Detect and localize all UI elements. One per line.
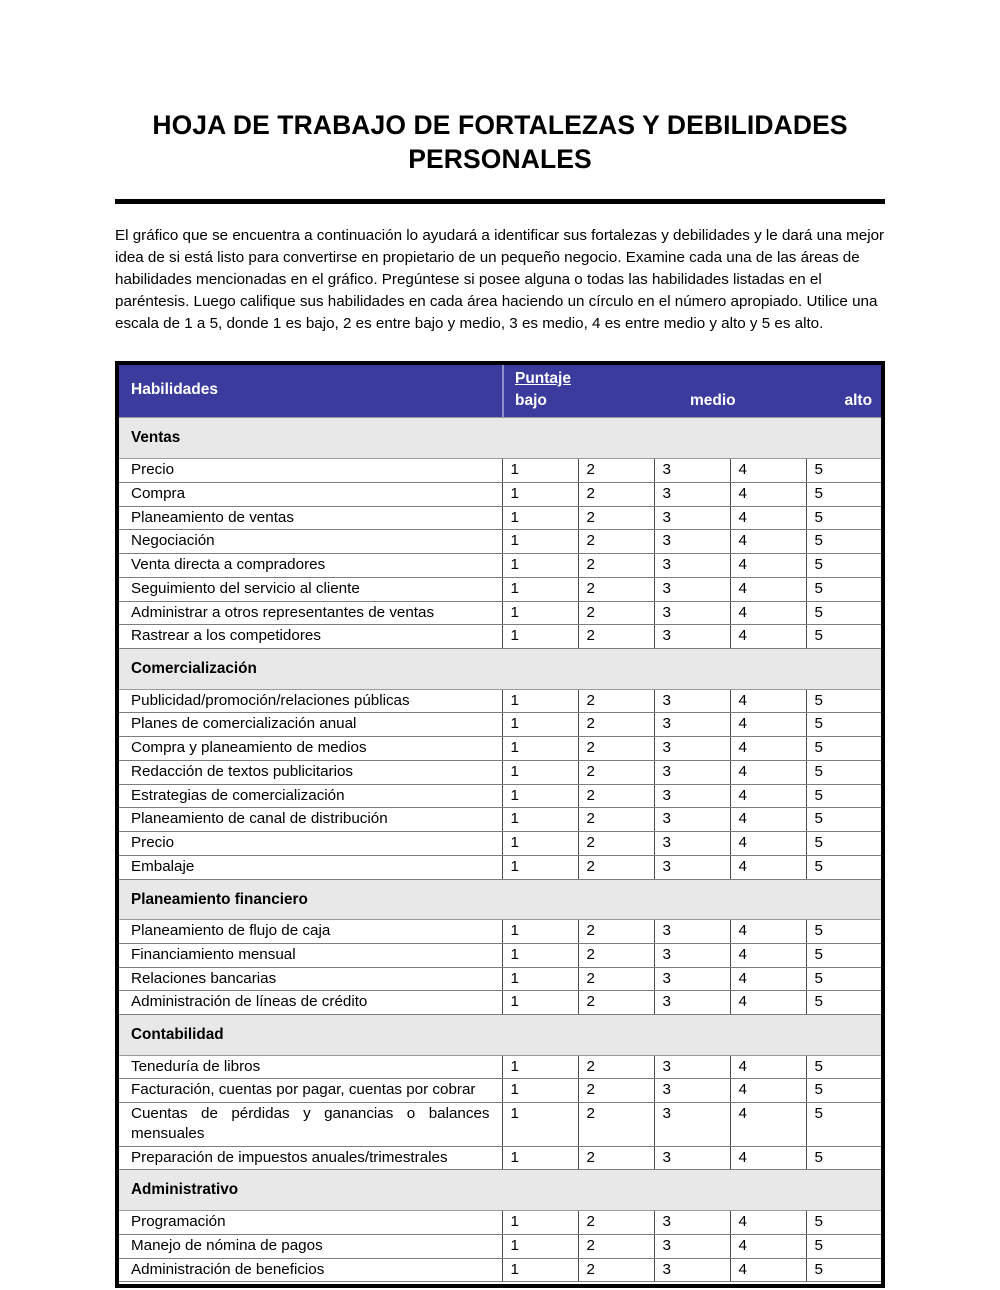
table-row xyxy=(119,689,881,713)
rating-option-2[interactable]: 2 xyxy=(578,482,654,506)
rating-option-2[interactable]: 2 xyxy=(578,1055,654,1079)
table-row xyxy=(119,554,881,578)
table-row xyxy=(119,760,881,784)
rating-option-3[interactable]: 3 xyxy=(654,991,730,1015)
rating-option-4[interactable]: 4 xyxy=(730,625,806,649)
rating-option-5[interactable]: 5 xyxy=(806,808,881,832)
rating-option-2[interactable]: 2 xyxy=(578,506,654,530)
rating-option-2[interactable]: 2 xyxy=(578,967,654,991)
rating-option-4[interactable]: 4 xyxy=(730,855,806,879)
rating-option-1[interactable]: 1 xyxy=(502,577,578,601)
header-cell-score xyxy=(502,365,881,418)
rating-option-1[interactable]: 1 xyxy=(502,689,578,713)
table-header-row xyxy=(119,365,881,418)
section-title: Comercialización xyxy=(119,649,881,690)
rating-option-1[interactable]: 1 xyxy=(502,713,578,737)
rating-option-2[interactable]: 2 xyxy=(578,577,654,601)
rating-option-3[interactable]: 3 xyxy=(654,832,730,856)
skill-label: Redacción de textos publicitarios xyxy=(119,760,502,784)
skill-label: Financiamiento mensual xyxy=(119,943,502,967)
rating-option-4[interactable]: 4 xyxy=(730,1234,806,1258)
rating-option-3[interactable]: 3 xyxy=(654,1103,730,1147)
rating-option-5[interactable]: 5 xyxy=(806,784,881,808)
rating-option-5[interactable]: 5 xyxy=(806,1258,881,1282)
rating-option-5[interactable]: 5 xyxy=(806,1146,881,1170)
rating-option-1[interactable]: 1 xyxy=(502,737,578,761)
skill-label: Planeamiento de flujo de caja xyxy=(119,920,502,944)
rating-option-1[interactable]: 1 xyxy=(502,601,578,625)
rating-option-4[interactable]: 4 xyxy=(730,943,806,967)
rating-option-1[interactable]: 1 xyxy=(502,967,578,991)
rating-option-5[interactable]: 5 xyxy=(806,920,881,944)
header-skills-label: Habilidades xyxy=(131,381,218,399)
section-header-row xyxy=(119,649,881,690)
table-row xyxy=(119,920,881,944)
skill-label: Estrategias de comercialización xyxy=(119,784,502,808)
rating-option-2[interactable]: 2 xyxy=(578,737,654,761)
rating-option-3[interactable]: 3 xyxy=(654,1079,730,1103)
rating-option-4[interactable]: 4 xyxy=(730,459,806,483)
skill-label: Programación xyxy=(119,1211,502,1235)
rating-option-5[interactable]: 5 xyxy=(806,832,881,856)
rating-option-4[interactable]: 4 xyxy=(730,1103,806,1147)
rating-option-2[interactable]: 2 xyxy=(578,1146,654,1170)
section-title: Contabilidad xyxy=(119,1015,881,1056)
rating-option-3[interactable]: 3 xyxy=(654,967,730,991)
table-row xyxy=(119,943,881,967)
skill-label: Precio xyxy=(119,832,502,856)
rating-option-3[interactable]: 3 xyxy=(654,855,730,879)
rating-option-4[interactable]: 4 xyxy=(730,967,806,991)
rating-option-2[interactable]: 2 xyxy=(578,713,654,737)
table-bottom-spacer-cell xyxy=(119,1282,881,1285)
rating-option-1[interactable]: 1 xyxy=(502,554,578,578)
rating-option-5[interactable]: 5 xyxy=(806,459,881,483)
section-header-row xyxy=(119,1015,881,1056)
table-row xyxy=(119,808,881,832)
rating-option-2[interactable]: 2 xyxy=(578,625,654,649)
rating-option-5[interactable]: 5 xyxy=(806,991,881,1015)
table-row xyxy=(119,1079,881,1103)
rating-option-3[interactable]: 3 xyxy=(654,1211,730,1235)
table-row xyxy=(119,1146,881,1170)
table-row xyxy=(119,967,881,991)
intro-paragraph: El gráfico que se encuentra a continuación lo ayudará a identificar sus fortalezas y debilidades y le dará una mejor idea de si está listo para convertirse en propietario de un pequeño negocio. Examine cada una de las áreas de habilidades mencionadas en el gráfico. Pregúntese si posee alguna o todas las habilidades listadas en el paréntesis. Luego califique sus habilidades en cada área haciendo un círculo en el número apropiado. Utilice una escala de 1 a 5, donde 1 es bajo, 2 es entre bajo y medio, 3 es medio, 4 es entre medio y alto y 5 es alto. xyxy=(115,226,885,333)
section-title: Planeamiento financiero xyxy=(119,879,881,920)
rating-option-2[interactable]: 2 xyxy=(578,554,654,578)
rating-option-4[interactable]: 4 xyxy=(730,506,806,530)
rating-option-5[interactable]: 5 xyxy=(806,689,881,713)
rating-option-1[interactable]: 1 xyxy=(502,1103,578,1147)
rating-option-4[interactable]: 4 xyxy=(730,832,806,856)
skill-label: Compra xyxy=(119,482,502,506)
header-score-label: Puntaje xyxy=(515,370,571,388)
rating-option-3[interactable]: 3 xyxy=(654,1055,730,1079)
rating-option-3[interactable]: 3 xyxy=(654,530,730,554)
table-row xyxy=(119,625,881,649)
skill-label: Precio xyxy=(119,459,502,483)
table-row xyxy=(119,601,881,625)
skill-label: Publicidad/promoción/relaciones públicas xyxy=(119,689,502,713)
rating-option-3[interactable]: 3 xyxy=(654,1234,730,1258)
skill-label: Compra y planeamiento de medios xyxy=(119,737,502,761)
skill-label: Facturación, cuentas por pagar, cuentas por cobrar xyxy=(119,1079,502,1103)
rating-option-4[interactable]: 4 xyxy=(730,1055,806,1079)
rating-option-1[interactable]: 1 xyxy=(502,506,578,530)
rating-option-2[interactable]: 2 xyxy=(578,920,654,944)
table-row xyxy=(119,784,881,808)
rating-option-3[interactable]: 3 xyxy=(654,760,730,784)
table-row xyxy=(119,855,881,879)
skill-label: Embalaje xyxy=(119,855,502,879)
rating-option-2[interactable]: 2 xyxy=(578,1103,654,1147)
skill-label: Planes de comercialización anual xyxy=(119,713,502,737)
rating-option-3[interactable]: 3 xyxy=(654,459,730,483)
rating-option-1[interactable]: 1 xyxy=(502,760,578,784)
rating-option-1[interactable]: 1 xyxy=(502,625,578,649)
skill-label: Negociación xyxy=(119,530,502,554)
rating-option-2[interactable]: 2 xyxy=(578,601,654,625)
table-row xyxy=(119,713,881,737)
skill-label: Manejo de nómina de pagos xyxy=(119,1234,502,1258)
rating-option-4[interactable]: 4 xyxy=(730,808,806,832)
rating-option-2[interactable]: 2 xyxy=(578,832,654,856)
rating-option-3[interactable]: 3 xyxy=(654,482,730,506)
rating-option-3[interactable]: 3 xyxy=(654,737,730,761)
rating-option-5[interactable]: 5 xyxy=(806,1211,881,1235)
rating-option-3[interactable]: 3 xyxy=(654,689,730,713)
rating-option-4[interactable]: 4 xyxy=(730,920,806,944)
section-title: Administrativo xyxy=(119,1170,881,1211)
rating-option-3[interactable]: 3 xyxy=(654,1258,730,1282)
rating-option-5[interactable]: 5 xyxy=(806,506,881,530)
rating-option-3[interactable]: 3 xyxy=(654,808,730,832)
rating-option-4[interactable]: 4 xyxy=(730,737,806,761)
rating-option-5[interactable]: 5 xyxy=(806,1079,881,1103)
rating-option-2[interactable]: 2 xyxy=(578,1234,654,1258)
skill-label: Planeamiento de canal de distribución xyxy=(119,808,502,832)
header-low-label: bajo xyxy=(515,392,547,410)
header-score-block xyxy=(502,365,881,417)
rating-option-2[interactable]: 2 xyxy=(578,855,654,879)
rating-option-5[interactable]: 5 xyxy=(806,855,881,879)
rating-option-5[interactable]: 5 xyxy=(806,601,881,625)
table-row xyxy=(119,1055,881,1079)
rating-option-3[interactable]: 3 xyxy=(654,506,730,530)
rating-option-2[interactable]: 2 xyxy=(578,808,654,832)
rating-option-4[interactable]: 4 xyxy=(730,784,806,808)
rating-option-2[interactable]: 2 xyxy=(578,760,654,784)
rating-option-1[interactable]: 1 xyxy=(502,1234,578,1258)
table-row xyxy=(119,991,881,1015)
rating-option-2[interactable]: 2 xyxy=(578,943,654,967)
rating-option-5[interactable]: 5 xyxy=(806,713,881,737)
rating-option-1[interactable]: 1 xyxy=(502,530,578,554)
rating-option-1[interactable]: 1 xyxy=(502,991,578,1015)
table-row xyxy=(119,737,881,761)
table-row xyxy=(119,1258,881,1282)
table-bottom-spacer xyxy=(119,1282,881,1285)
skills-table-container xyxy=(115,361,885,1288)
section-header-row xyxy=(119,1170,881,1211)
rating-option-5[interactable]: 5 xyxy=(806,1055,881,1079)
table-row xyxy=(119,1103,881,1147)
skill-label: Relaciones bancarias xyxy=(119,967,502,991)
skill-label: Cuentas de pérdidas y ganancias o balances mensuales xyxy=(119,1103,502,1147)
table-row xyxy=(119,506,881,530)
skills-rating-table xyxy=(119,365,881,1284)
rating-option-3[interactable]: 3 xyxy=(654,920,730,944)
skill-label: Preparación de impuestos anuales/trimestrales xyxy=(119,1146,502,1170)
rating-option-2[interactable]: 2 xyxy=(578,784,654,808)
rating-option-4[interactable]: 4 xyxy=(730,1079,806,1103)
table-row xyxy=(119,832,881,856)
skill-label: Planeamiento de ventas xyxy=(119,506,502,530)
rating-option-1[interactable]: 1 xyxy=(502,943,578,967)
table-row xyxy=(119,482,881,506)
rating-option-2[interactable]: 2 xyxy=(578,1258,654,1282)
table-row xyxy=(119,459,881,483)
section-header-row xyxy=(119,418,881,459)
section-header-row xyxy=(119,879,881,920)
table-row xyxy=(119,1211,881,1235)
rating-option-2[interactable]: 2 xyxy=(578,689,654,713)
rating-option-3[interactable]: 3 xyxy=(654,713,730,737)
rating-option-3[interactable]: 3 xyxy=(654,601,730,625)
rating-option-3[interactable]: 3 xyxy=(654,577,730,601)
rating-option-2[interactable]: 2 xyxy=(578,1079,654,1103)
rating-option-5[interactable]: 5 xyxy=(806,943,881,967)
rating-option-4[interactable]: 4 xyxy=(730,554,806,578)
rating-option-4[interactable]: 4 xyxy=(730,1211,806,1235)
rating-option-4[interactable]: 4 xyxy=(730,689,806,713)
rating-option-1[interactable]: 1 xyxy=(502,1055,578,1079)
rating-option-4[interactable]: 4 xyxy=(730,1258,806,1282)
rating-option-5[interactable]: 5 xyxy=(806,554,881,578)
rating-option-1[interactable]: 1 xyxy=(502,1146,578,1170)
rating-option-5[interactable]: 5 xyxy=(806,625,881,649)
rating-option-2[interactable]: 2 xyxy=(578,1211,654,1235)
rating-option-3[interactable]: 3 xyxy=(654,943,730,967)
section-title: Ventas xyxy=(119,418,881,459)
rating-option-5[interactable]: 5 xyxy=(806,530,881,554)
rating-option-4[interactable]: 4 xyxy=(730,530,806,554)
rating-option-5[interactable]: 5 xyxy=(806,1103,881,1147)
rating-option-1[interactable]: 1 xyxy=(502,482,578,506)
rating-option-3[interactable]: 3 xyxy=(654,1146,730,1170)
rating-option-1[interactable]: 1 xyxy=(502,1258,578,1282)
rating-option-3[interactable]: 3 xyxy=(654,625,730,649)
skill-label: Venta directa a compradores xyxy=(119,554,502,578)
rating-option-2[interactable]: 2 xyxy=(578,991,654,1015)
rating-option-5[interactable]: 5 xyxy=(806,1234,881,1258)
rating-option-5[interactable]: 5 xyxy=(806,760,881,784)
skill-label: Administrar a otros representantes de ventas xyxy=(119,601,502,625)
rating-option-4[interactable]: 4 xyxy=(730,1146,806,1170)
rating-option-2[interactable]: 2 xyxy=(578,530,654,554)
rating-option-5[interactable]: 5 xyxy=(806,482,881,506)
rating-option-4[interactable]: 4 xyxy=(730,482,806,506)
rating-option-3[interactable]: 3 xyxy=(654,554,730,578)
header-high-label: alto xyxy=(844,392,873,410)
rating-option-4[interactable]: 4 xyxy=(730,713,806,737)
document-content xyxy=(115,0,885,1288)
rating-option-4[interactable]: 4 xyxy=(730,577,806,601)
rating-option-3[interactable]: 3 xyxy=(654,784,730,808)
table-row xyxy=(119,530,881,554)
skill-label: Rastrear a los competidores xyxy=(119,625,502,649)
rating-option-1[interactable]: 1 xyxy=(502,784,578,808)
skill-label: Administración de beneficios xyxy=(119,1258,502,1282)
header-mid-label: medio xyxy=(690,392,736,410)
rating-option-1[interactable]: 1 xyxy=(502,832,578,856)
rating-option-2[interactable]: 2 xyxy=(578,459,654,483)
skill-label: Administración de líneas de crédito xyxy=(119,991,502,1015)
table-row xyxy=(119,1234,881,1258)
skill-label: Teneduría de libros xyxy=(119,1055,502,1079)
skill-label: Seguimiento del servicio al cliente xyxy=(119,577,502,601)
rating-option-1[interactable]: 1 xyxy=(502,459,578,483)
rating-option-1[interactable]: 1 xyxy=(502,1079,578,1103)
rating-option-4[interactable]: 4 xyxy=(730,991,806,1015)
header-cell-skills xyxy=(119,365,502,418)
rating-option-1[interactable]: 1 xyxy=(502,920,578,944)
page-title: HOJA DE TRABAJO DE FORTALEZAS Y DEBILIDADES PERSONALES xyxy=(152,110,848,175)
rating-option-5[interactable]: 5 xyxy=(806,967,881,991)
rating-option-5[interactable]: 5 xyxy=(806,577,881,601)
rating-option-4[interactable]: 4 xyxy=(730,601,806,625)
rating-option-1[interactable]: 1 xyxy=(502,855,578,879)
rating-option-4[interactable]: 4 xyxy=(730,760,806,784)
rating-option-5[interactable]: 5 xyxy=(806,737,881,761)
table-row xyxy=(119,577,881,601)
rating-option-1[interactable]: 1 xyxy=(502,808,578,832)
rating-option-1[interactable]: 1 xyxy=(502,1211,578,1235)
